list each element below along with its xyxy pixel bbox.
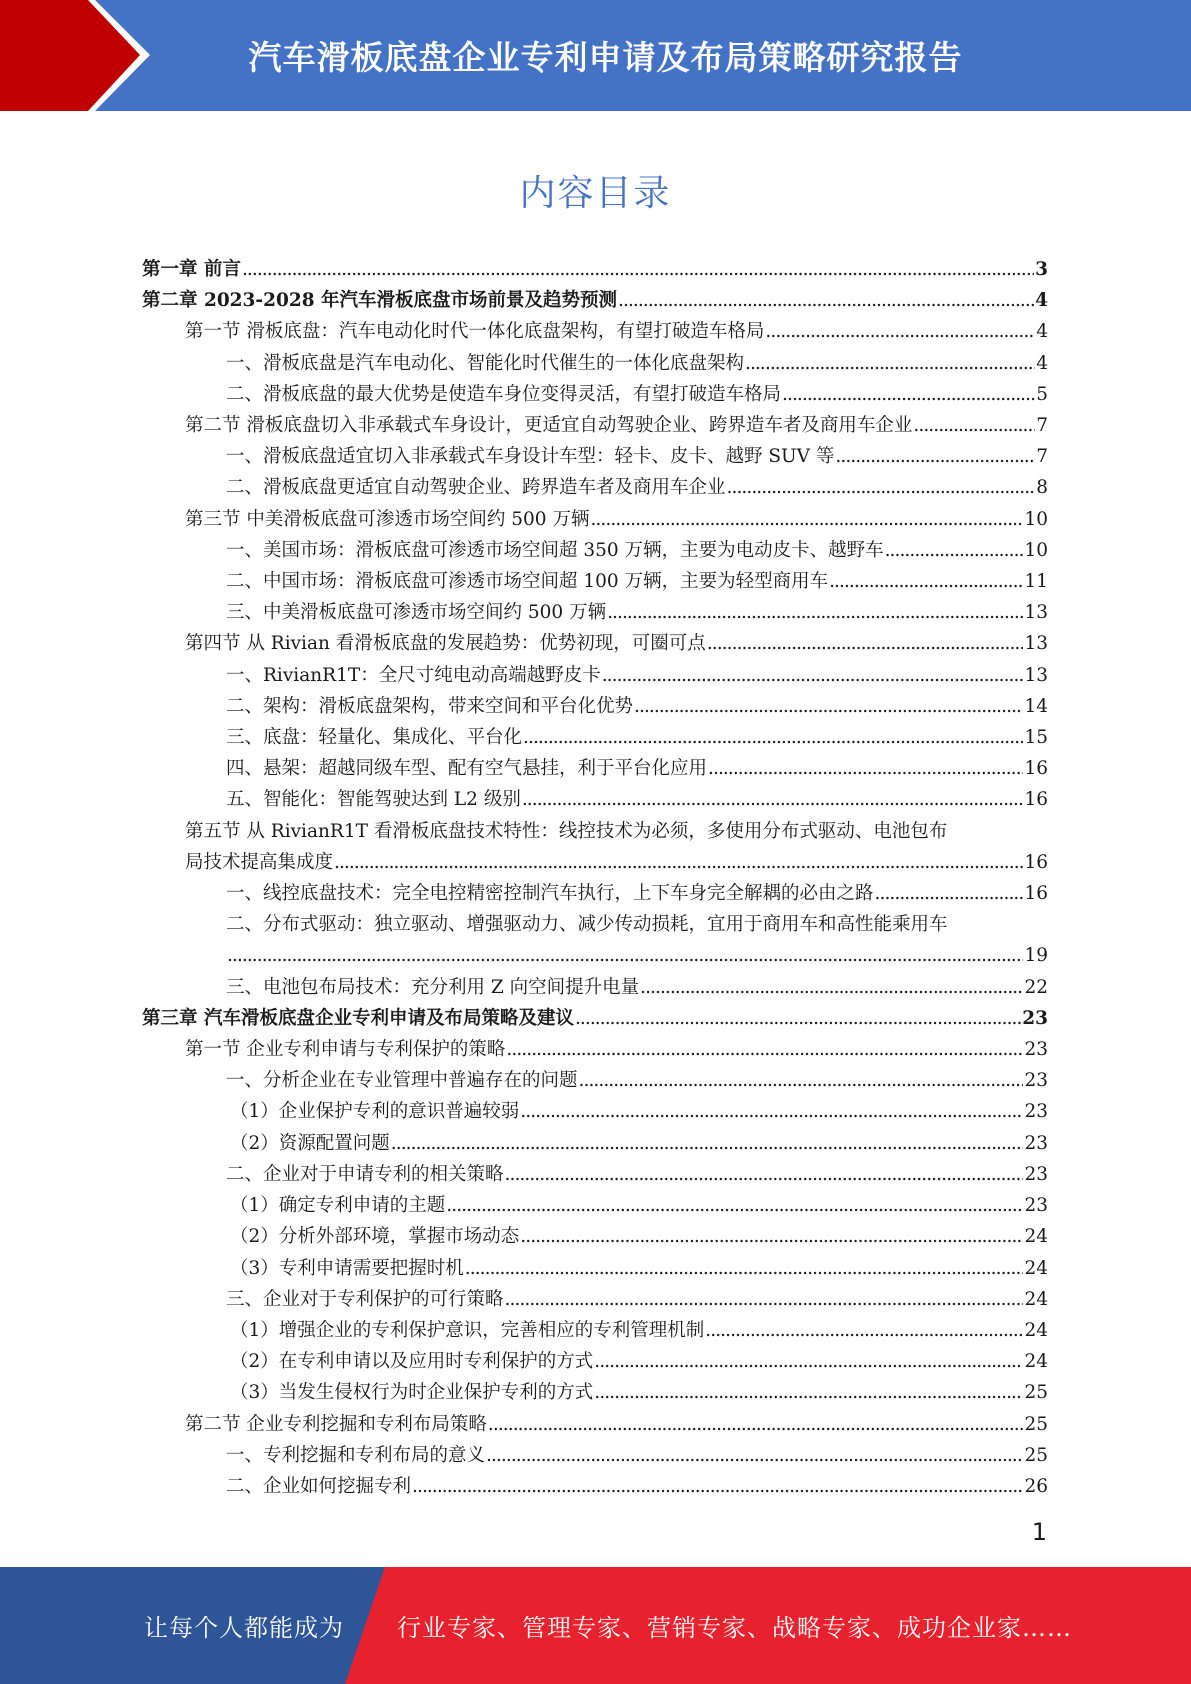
toc-leader-dots (835, 441, 1035, 472)
toc-entry-page: 24 (1024, 1288, 1048, 1310)
toc-leader-dots (579, 1065, 1024, 1096)
toc-entry[interactable] (142, 1253, 1048, 1284)
toc-entry[interactable] (142, 1440, 1048, 1471)
toc-entry[interactable] (142, 878, 1048, 909)
toc-leader-dots (594, 1377, 1023, 1408)
toc-entry[interactable] (142, 566, 1048, 597)
toc-entry-title: 二、分布式驱动：独立驱动、增强驱动力、减少传动损耗，宜用于商用车和高性能乘用车 (226, 914, 948, 936)
toc-entry-page: 11 (1024, 571, 1048, 593)
toc-entry-page: 5 (1036, 383, 1048, 405)
toc-entry-page: 13 (1024, 633, 1048, 655)
toc-leader-dots (391, 1128, 1024, 1159)
toc-leader-dots (505, 1284, 1024, 1315)
toc-leader-dots (523, 722, 1023, 753)
toc-entry-page: 23 (1024, 1163, 1048, 1185)
toc-leader-dots (782, 379, 1035, 410)
toc-entry-title: （1）企业保护专利的意识普遍较弱 (230, 1101, 520, 1123)
toc-entry-title: 二、中国市场：滑板底盘可渗透市场空间超 100 万辆，主要为轻型商用车 (226, 571, 829, 593)
toc-entry-page: 22 (1024, 976, 1048, 998)
page-number: 1 (1031, 1518, 1047, 1546)
toc-entry-page: 4 (1035, 290, 1048, 312)
report-title: 汽车滑板底盘企业专利申请及布局策略研究报告 (248, 38, 963, 77)
toc-leader-dots (522, 784, 1024, 815)
toc-heading: 内容目录 (519, 173, 672, 214)
toc-entry[interactable] (142, 1096, 1048, 1127)
toc-entry-title: 三、底盘：轻量化、集成化、平台化 (226, 727, 523, 749)
toc-leader-dots (227, 940, 1023, 971)
toc-entry[interactable] (142, 348, 1048, 379)
toc-entry[interactable] (142, 1159, 1048, 1190)
toc-entry-page: 24 (1024, 1226, 1048, 1248)
footer-slogan-left: 让每个人都能成为 (144, 1614, 344, 1642)
toc-entry[interactable] (142, 316, 1048, 347)
toc-leader-dots (765, 316, 1035, 347)
toc-leader-dots (618, 285, 1034, 316)
toc-entry-page: 7 (1036, 446, 1048, 468)
toc-entry-title: 第一章 前言 (142, 259, 241, 280)
toc-entry-page: 10 (1024, 508, 1048, 530)
toc-entry-title: 第二节 滑板底盘切入非承载式车身设计，更适宜自动驾驶企业、跨界造车者及商用车企业 (185, 415, 913, 437)
toc-entry-title: 二、企业对于申请专利的相关策略 (226, 1163, 504, 1185)
toc-entry-page: 4 (1036, 352, 1048, 374)
toc-leader-dots (575, 1003, 1021, 1034)
toc-entry-page: 13 (1024, 664, 1048, 686)
toc-entry[interactable] (142, 753, 1048, 784)
toc-leader-dots (885, 535, 1024, 566)
toc-leader-dots (634, 691, 1023, 722)
toc-leader-dots (590, 504, 1023, 535)
toc-leader-dots (520, 1221, 1023, 1252)
toc-entry-title: 二、企业如何挖掘专利 (226, 1475, 412, 1497)
toc-entry-title: 一、RivianR1T：全尺寸纯电动高端越野皮卡 (226, 664, 601, 686)
toc-entry[interactable] (142, 504, 1048, 535)
toc-leader-dots (465, 1253, 1024, 1284)
toc-entry-page: 8 (1036, 477, 1048, 499)
toc-entry-page: 25 (1024, 1444, 1048, 1466)
toc-entry[interactable] (142, 1065, 1048, 1096)
toc-entry[interactable] (142, 628, 1048, 659)
toc-entry-title: 第三节 中美滑板底盘可渗透市场空间约 500 万辆 (185, 508, 590, 530)
toc-entry[interactable] (142, 1284, 1048, 1315)
toc-entry[interactable] (142, 1128, 1048, 1159)
toc-leader-dots (412, 1471, 1023, 1502)
toc-entry-title: 一、专利挖掘和专利布局的意义 (226, 1444, 486, 1466)
toc-entry[interactable] (142, 1471, 1048, 1502)
toc-entry-page: 23 (1024, 1132, 1048, 1154)
toc-leader-dots (705, 1315, 1023, 1346)
toc-entry-title: （2）分析外部环境，掌握市场动态 (230, 1226, 520, 1248)
toc-entry[interactable] (142, 722, 1048, 753)
toc-entry-title: 第二节 企业专利挖掘和专利布局策略 (185, 1413, 487, 1435)
toc-leader-dots (505, 1159, 1024, 1190)
toc-entry[interactable] (142, 816, 1048, 878)
toc-entry-page: 23 (1022, 1007, 1048, 1029)
header-banner (0, 0, 1191, 111)
toc-leader-dots (334, 847, 1023, 878)
toc-entry-page: 23 (1024, 1039, 1048, 1061)
toc-entry[interactable] (142, 535, 1048, 566)
toc-entry-title: （2）在专利申请以及应用时专利保护的方式 (230, 1351, 594, 1373)
toc-entry-title: 二、架构：滑板底盘架构，带来空间和平台化优势 (226, 695, 634, 717)
toc-entry-title: （3）当发生侵权行为时企业保护专利的方式 (230, 1382, 594, 1404)
toc-leader-dots (506, 1034, 1023, 1065)
toc-entry[interactable] (142, 691, 1048, 722)
toc-entry[interactable] (142, 1377, 1048, 1408)
toc-entry-title: 五、智能化：智能驾驶达到 L2 级别 (226, 789, 521, 811)
toc-entry-page: 19 (1024, 945, 1048, 967)
toc-entry-title: 一、分析企业在专业管理中普遍存在的问题 (226, 1070, 578, 1092)
toc-leader-dots (875, 878, 1024, 909)
toc-entry-title: 二、滑板底盘更适宜自动驾驶企业、跨界造车者及商用车企业 (226, 477, 726, 499)
toc-entry-title: 二、滑板底盘的最大优势是使造车身位变得灵活，有望打破造车格局 (226, 383, 782, 405)
toc-entry-page: 7 (1036, 415, 1048, 437)
toc-entry-title: （2）资源配置问题 (230, 1132, 390, 1154)
toc-entry-title: （3）专利申请需要把握时机 (230, 1257, 464, 1279)
toc-entry-title: 第一节 企业专利申请与专利保护的策略 (185, 1039, 506, 1061)
toc-entry-title: 一、美国市场：滑板底盘可渗透市场空间超 350 万辆，主要为电动皮卡、越野车 (226, 539, 884, 561)
toc-entry[interactable] (142, 285, 1048, 316)
toc-entry-title: 三、电池包布局技术：充分利用 Z 向空间提升电量 (226, 976, 640, 998)
toc-leader-dots (242, 254, 1034, 285)
toc-entry-title: 三、企业对于专利保护的可行策略 (226, 1288, 504, 1310)
toc-leader-dots (913, 410, 1035, 441)
toc-entry[interactable] (142, 472, 1048, 503)
toc-entry[interactable] (142, 784, 1048, 815)
toc-leader-dots (446, 1190, 1023, 1221)
toc-entry-title: 一、线控底盘技术：完全电控精密控制汽车执行，上下车身完全解耦的必由之路 (226, 883, 874, 905)
toc-entry-title-continued: 局技术提高集成度 (185, 851, 334, 873)
toc-leader-dots (745, 348, 1035, 379)
toc-leader-dots (640, 972, 1023, 1003)
toc-entry-title: 第五节 从 RivianR1T 看滑板底盘技术特性：线控技术为必须，多使用分布式驱动、电池包布 (185, 820, 948, 842)
toc-leader-dots (520, 1096, 1023, 1127)
toc-entry[interactable] (142, 972, 1048, 1003)
table-of-contents (142, 254, 1048, 1502)
toc-entry-page: 14 (1024, 695, 1048, 717)
toc-leader-dots (727, 472, 1036, 503)
toc-entry-page: 23 (1024, 1101, 1048, 1123)
toc-leader-dots (486, 1440, 1023, 1471)
toc-leader-dots (602, 660, 1024, 691)
toc-entry[interactable] (142, 1190, 1048, 1221)
toc-entry[interactable] (142, 410, 1048, 441)
toc-entry-title: （1）增强企业的专利保护意识，完善相应的专利管理机制 (230, 1319, 705, 1341)
toc-entry-page: 4 (1036, 321, 1048, 343)
toc-entry-page: 24 (1024, 1257, 1048, 1279)
toc-entry-page: 23 (1024, 1195, 1048, 1217)
toc-entry[interactable] (142, 1346, 1048, 1377)
toc-leader-dots (707, 628, 1024, 659)
toc-entry[interactable] (142, 379, 1048, 410)
toc-entry-page: 26 (1024, 1475, 1048, 1497)
toc-entry[interactable] (142, 1409, 1048, 1440)
toc-entry-page: 13 (1024, 602, 1048, 624)
toc-entry-page: 3 (1035, 259, 1048, 280)
toc-entry[interactable] (142, 441, 1048, 472)
toc-entry-title: 三、中美滑板底盘可渗透市场空间约 500 万辆 (226, 602, 607, 624)
toc-leader-dots (708, 753, 1023, 784)
toc-entry-title: 第四节 从 Rivian 看滑板底盘的发展趋势：优势初现，可圈可点 (185, 633, 706, 655)
toc-entry[interactable] (142, 597, 1048, 628)
toc-entry-page: 24 (1024, 1319, 1048, 1341)
toc-entry[interactable] (142, 1221, 1048, 1252)
toc-entry[interactable] (142, 909, 1048, 971)
toc-entry-page: 10 (1024, 539, 1048, 561)
toc-entry-page: 16 (1024, 883, 1048, 905)
toc-entry-title: 第一节 滑板底盘：汽车电动化时代一体化底盘架构，有望打破造车格局 (185, 321, 765, 343)
toc-entry[interactable] (142, 1315, 1048, 1346)
toc-entry-page: 15 (1024, 727, 1048, 749)
toc-entry[interactable] (142, 1003, 1048, 1034)
toc-entry-title: 一、滑板底盘适宜切入非承载式车身设计车型：轻卡、皮卡、越野 SUV 等 (226, 446, 835, 468)
toc-entry-page: 24 (1024, 1351, 1048, 1373)
toc-entry-page: 25 (1024, 1413, 1048, 1435)
toc-entry-page: 16 (1024, 758, 1048, 780)
toc-leader-dots (607, 597, 1023, 628)
toc-leader-dots (488, 1409, 1024, 1440)
toc-entry-page: 16 (1024, 851, 1048, 873)
toc-entry-title: 第三章 汽车滑板底盘企业专利申请及布局策略及建议 (142, 1007, 574, 1029)
toc-entry[interactable] (142, 254, 1048, 285)
toc-leader-dots (594, 1346, 1023, 1377)
toc-entry[interactable] (142, 660, 1048, 691)
toc-entry[interactable] (142, 1034, 1048, 1065)
toc-leader-dots (829, 566, 1023, 597)
toc-entry-page: 23 (1024, 1070, 1048, 1092)
toc-entry-title: 四、悬架：超越同级车型、配有空气悬挂，利于平台化应用 (226, 758, 708, 780)
toc-entry-title: （1）确定专利申请的主题 (230, 1195, 446, 1217)
toc-entry-page: 25 (1024, 1382, 1048, 1404)
toc-entry-title: 第二章 2023-2028 年汽车滑板底盘市场前景及趋势预测 (142, 290, 618, 312)
toc-entry-title: 一、滑板底盘是汽车电动化、智能化时代催生的一体化底盘架构 (226, 352, 745, 374)
toc-entry-page: 16 (1024, 789, 1048, 811)
footer-slogan-right: 行业专家、管理专家、营销专家、战略专家、成功企业家…… (397, 1614, 1072, 1642)
